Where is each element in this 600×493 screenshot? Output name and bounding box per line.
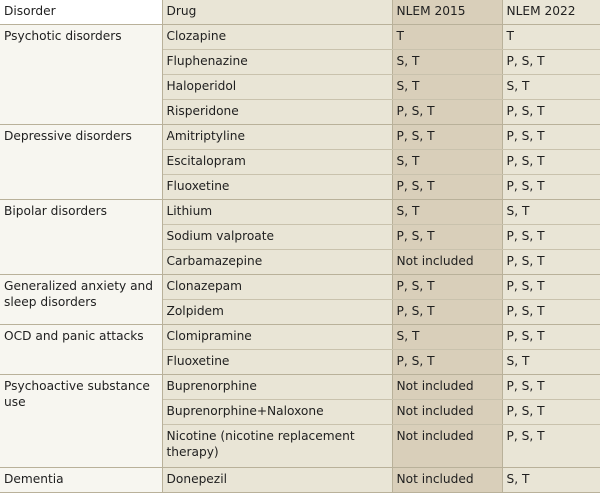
- nlem-2022-cell: P, S, T: [502, 150, 600, 175]
- nlem-2015-cell: P, S, T: [392, 275, 502, 300]
- disorder-cell: Generalized anxiety and sleep disorders: [0, 275, 162, 325]
- drug-cell: Clomipramine: [162, 325, 392, 350]
- header-nlem-2022: NLEM 2022: [502, 0, 600, 25]
- nlem-2015-cell: Not included: [392, 250, 502, 275]
- drug-cell: Fluoxetine: [162, 350, 392, 375]
- nlem-2015-cell: P, S, T: [392, 225, 502, 250]
- nlem-2022-cell: P, S, T: [502, 225, 600, 250]
- nlem-2015-cell: Not included: [392, 468, 502, 493]
- nlem-2015-cell: S, T: [392, 325, 502, 350]
- drug-cell: Donepezil: [162, 468, 392, 493]
- nlem-2022-cell: P, S, T: [502, 375, 600, 400]
- drug-cell: Carbamazepine: [162, 250, 392, 275]
- nlem-2022-cell: P, S, T: [502, 425, 600, 468]
- disorder-cell: Dementia: [0, 468, 162, 493]
- disorder-cell: Psychoactive substance use: [0, 375, 162, 468]
- nlem-2022-cell: P, S, T: [502, 50, 600, 75]
- drug-cell: Sodium valproate: [162, 225, 392, 250]
- drug-cell: Amitriptyline: [162, 125, 392, 150]
- nlem-2015-cell: S, T: [392, 75, 502, 100]
- drug-cell: Fluoxetine: [162, 175, 392, 200]
- header-row: [0, 0, 600, 25]
- drug-cell: Zolpidem: [162, 300, 392, 325]
- drug-cell: Risperidone: [162, 100, 392, 125]
- drug-cell: Fluphenazine: [162, 50, 392, 75]
- nlem-2015-cell: Not included: [392, 375, 502, 400]
- header-disorder: Disorder: [0, 0, 162, 25]
- nlem-2015-cell: P, S, T: [392, 100, 502, 125]
- nlem-2015-cell: P, S, T: [392, 125, 502, 150]
- drug-cell: Buprenorphine+Naloxone: [162, 400, 392, 425]
- nlem-2022-cell: T: [502, 25, 600, 50]
- nlem-2022-cell: P, S, T: [502, 300, 600, 325]
- drug-cell: Haloperidol: [162, 75, 392, 100]
- nlem-2015-cell: T: [392, 25, 502, 50]
- disorder-cell: OCD and panic attacks: [0, 325, 162, 375]
- nlem-2022-cell: P, S, T: [502, 100, 600, 125]
- nlem-2022-cell: P, S, T: [502, 175, 600, 200]
- nlem-2022-cell: S, T: [502, 75, 600, 100]
- nlem-2015-cell: P, S, T: [392, 300, 502, 325]
- nlem-2015-cell: S, T: [392, 50, 502, 75]
- table-body: [0, 25, 600, 493]
- drug-cell: Lithium: [162, 200, 392, 225]
- nlem-2015-cell: P, S, T: [392, 350, 502, 375]
- drug-cell: Escitalopram: [162, 150, 392, 175]
- disorder-cell: Bipolar disorders: [0, 200, 162, 275]
- drug-cell: Clonazepam: [162, 275, 392, 300]
- nlem-2022-cell: S, T: [502, 350, 600, 375]
- drug-cell: Nicotine (nicotine replacement therapy): [162, 425, 392, 468]
- header-nlem-2015: NLEM 2015: [392, 0, 502, 25]
- disorder-cell: Psychotic disorders: [0, 25, 162, 125]
- nlem-2015-cell: S, T: [392, 150, 502, 175]
- nlem-2015-cell: P, S, T: [392, 175, 502, 200]
- nlem-2022-cell: P, S, T: [502, 250, 600, 275]
- drug-cell: Buprenorphine: [162, 375, 392, 400]
- nlem-2022-cell: P, S, T: [502, 400, 600, 425]
- nlem-2022-cell: P, S, T: [502, 325, 600, 350]
- nlem-2022-cell: S, T: [502, 200, 600, 225]
- nlem-2015-cell: Not included: [392, 400, 502, 425]
- header-drug: Drug: [162, 0, 392, 25]
- drug-cell: Clozapine: [162, 25, 392, 50]
- disorder-cell: Depressive disorders: [0, 125, 162, 200]
- nlem-2022-cell: S, T: [502, 468, 600, 493]
- nlem-2015-cell: S, T: [392, 200, 502, 225]
- nlem-2022-cell: P, S, T: [502, 275, 600, 300]
- nlem-2022-cell: P, S, T: [502, 125, 600, 150]
- nlem-2015-cell: Not included: [392, 425, 502, 468]
